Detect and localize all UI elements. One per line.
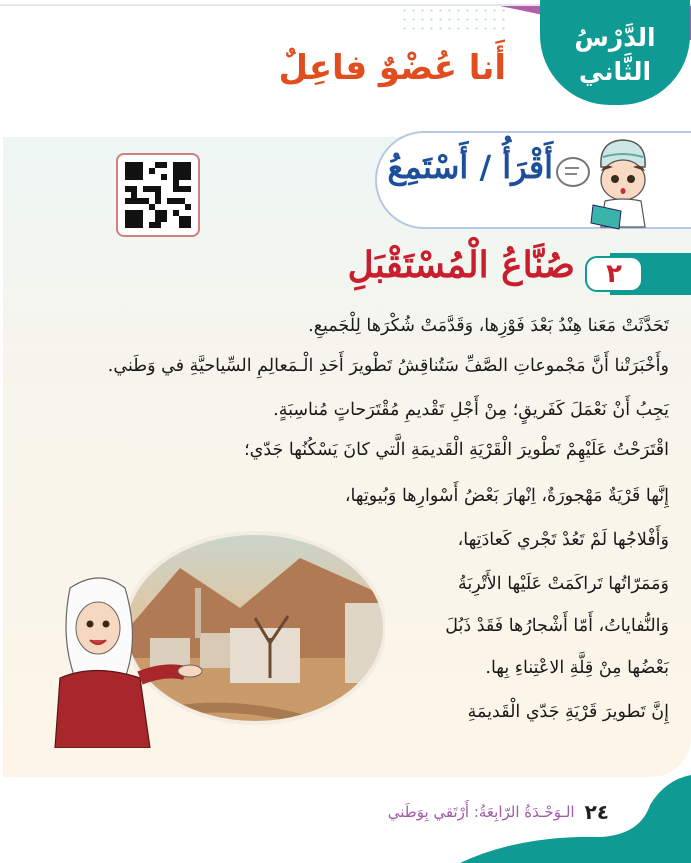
- passage-line: يَجِبُ أَنْ نَعْمَلَ كَفَريقٍ؛ مِنْ أَجْلِ تَقْديمِ مُقْتَرَحاتٍ مُناسِبَةٍ.: [273, 400, 669, 420]
- section-title: صُنَّاعُ الْمُسْتَقْبَلِ: [347, 244, 575, 286]
- passage-line: تَحَدَّثَتْ مَعَنا هِنْدُ بَعْدَ فَوْزِها، وَقَدَّمَتْ شُكْرَها لِلْجَميعِ.: [308, 316, 669, 336]
- unit-label: الـوَحْـدَةُ الرّابِعَةُ: أَرْتَقي بِوَطَني: [387, 803, 575, 821]
- passage-line: بَعْضُها مِنْ قِلَّةِ الاعْتِناءِ بِها.: [485, 658, 669, 678]
- qr-code[interactable]: [116, 153, 200, 237]
- old-village-illustration: [30, 528, 385, 748]
- lesson-title: أَنا عُضْوٌ فاعِلٌ: [278, 48, 506, 88]
- passage-line: وَالنُّفاياتُ، أَمّا أَشْجارُها فَقَدْ ذَبُلَ: [445, 616, 669, 636]
- page-number: ٢٤: [584, 800, 609, 824]
- lesson-badge-line2: الثَّاني: [578, 57, 652, 86]
- passage-line: وَمَمَرّاتُها تَراكَمَتْ عَلَيْها الأَتْرِبَةُ: [458, 574, 669, 594]
- passage-line: إِنَّها قَرْيَةٌ مَهْجورَةٌ، اِنْهارَ بَعْضُ أَسْوارِها وَبُيوتِها،: [344, 486, 669, 506]
- passage-line: وأَخْبَرَتْنا أَنَّ مَجْموعاتِ الصَّفِّ سَتُناقِشُ تَطْويرَ أَحَدِ الْـمَعالِمِ السِّياحيَّةِ في وَطَني.: [107, 356, 669, 376]
- boy-reading-icon: [583, 135, 663, 230]
- passage-line: وَأَفْلاجُها لَمْ تَعُدْ تَجْري كَعادَتِها،: [457, 530, 669, 550]
- footer: [388, 800, 609, 824]
- passage-line: اقْتَرَحْتُ عَلَيْهِمْ تَطْويرَ الْقَرْيَةِ الْقَديمَةِ الَّتي كانَ يَسْكُنُها جَدّي؛: [244, 440, 669, 460]
- lesson-badge: [540, 0, 690, 105]
- dot-pattern: [400, 6, 510, 30]
- read-listen-label: أَقْرَأُ / أَسْتَمِعُ: [387, 148, 553, 186]
- qr-pattern: [125, 162, 191, 228]
- passage-line: إِنَّ تَطويرَ قَرْيَةِ جَدّي الْقَديمَةِ: [467, 702, 669, 722]
- lesson-badge-line1: الدَّرْسُ: [574, 23, 656, 52]
- section-number: ٢: [585, 256, 643, 292]
